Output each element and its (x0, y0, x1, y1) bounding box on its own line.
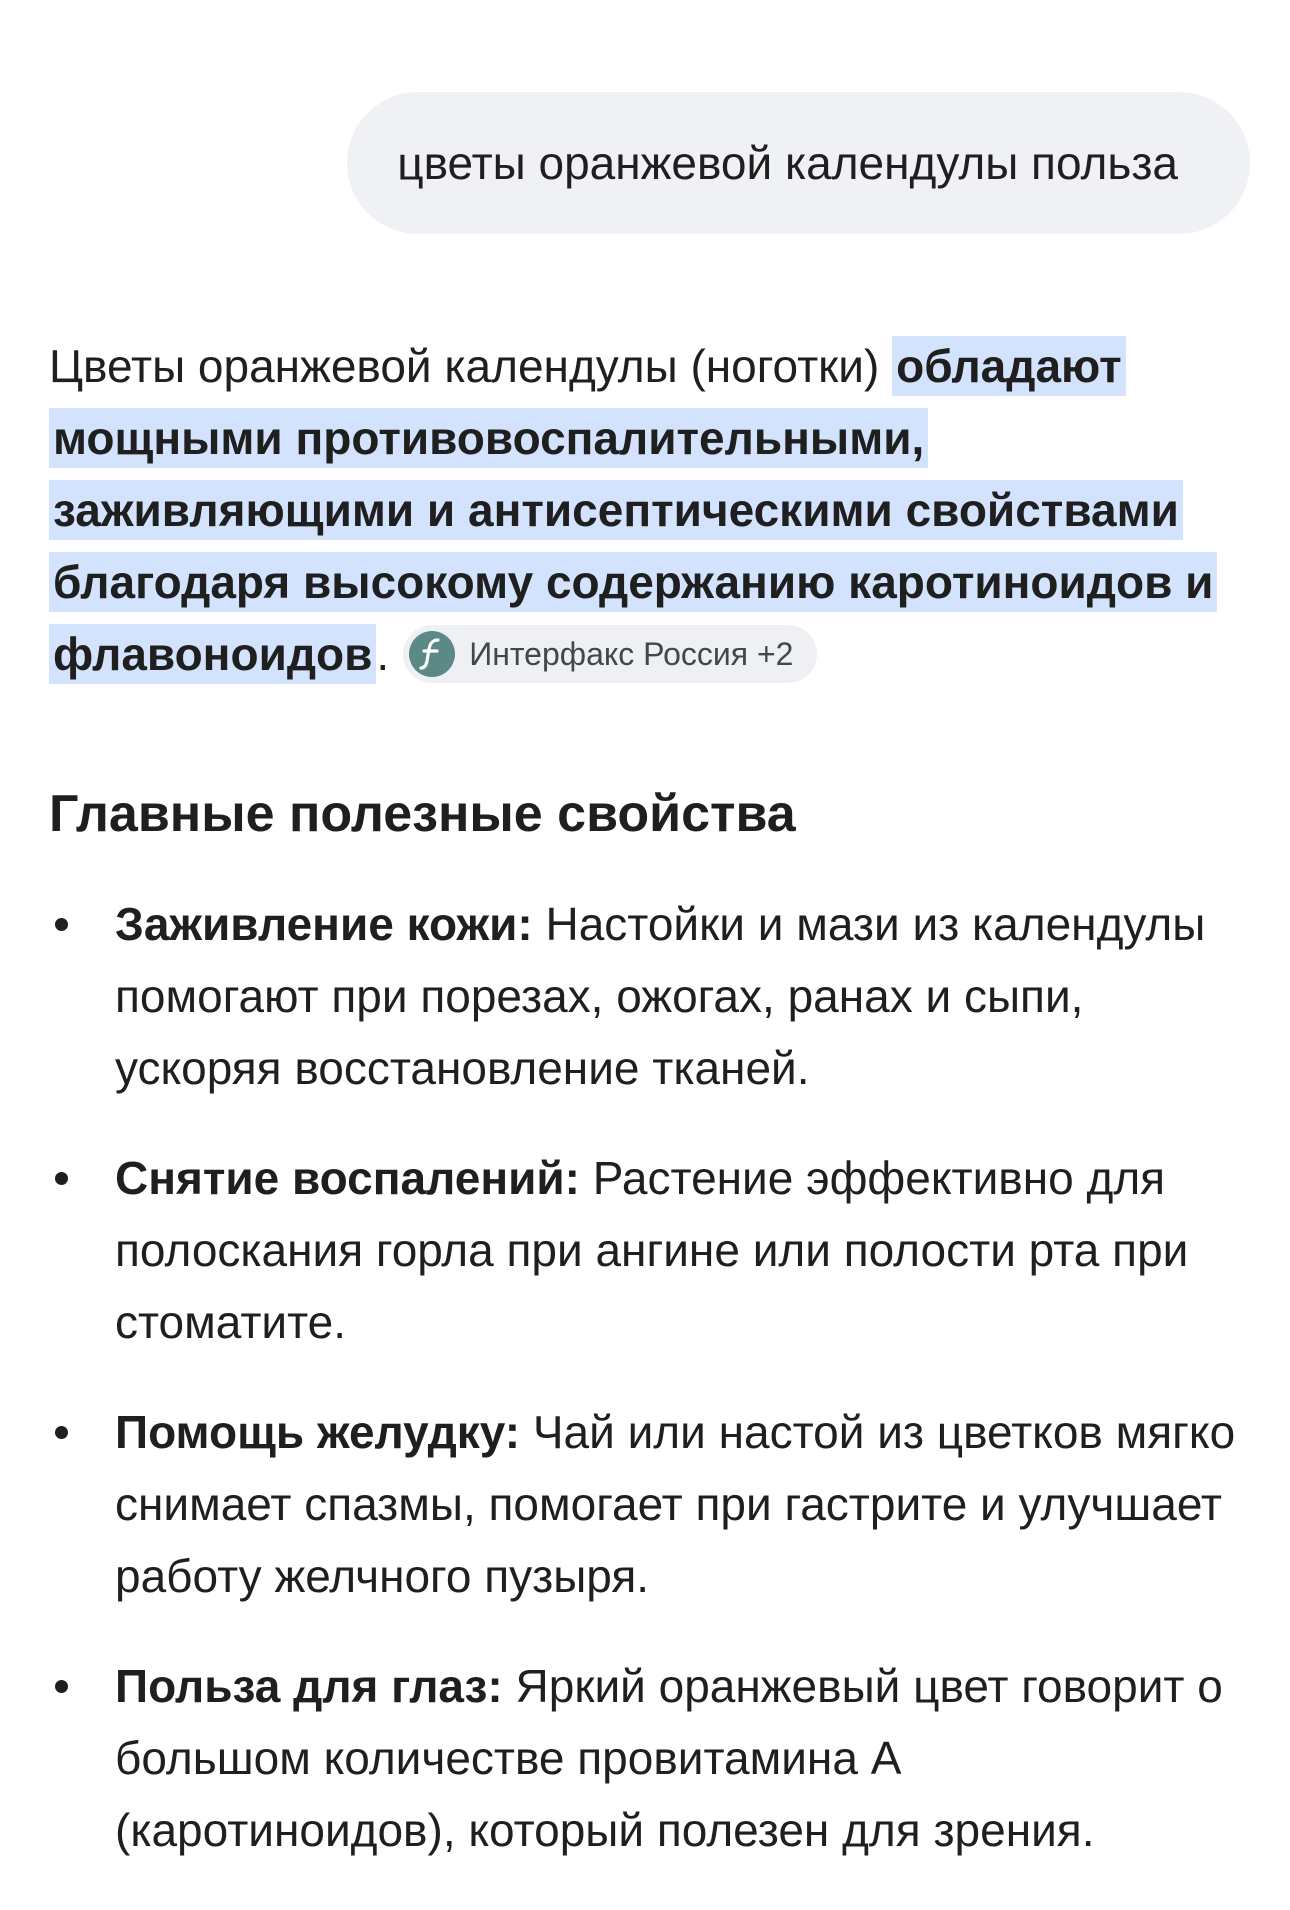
interfax-logo-icon (409, 631, 455, 677)
property-text: Настойки и мази из календулы помогают при порезах, ожогах, ранах и сыпи, ускоряя восстановление тканей. (115, 898, 1206, 1094)
bullet-icon (55, 1680, 68, 1693)
list-item (49, 1396, 1249, 1612)
user-query-text: цветы оранжевой календулы польза (397, 137, 1178, 189)
citation-chip[interactable] (403, 625, 817, 683)
intro-end-text: . (376, 628, 390, 680)
property-title: Заживление кожи: (115, 898, 533, 950)
property-title: Снятие воспалений: (115, 1152, 580, 1204)
section-heading: Главные полезные свойства (49, 785, 796, 843)
user-query-row (347, 92, 1250, 234)
intro-highlighted-text[interactable]: обладают мощными противовоспалительными, заживляющими и антисептическими свойствами благодаря высокому содержанию каротиноидов и флавоноидов (49, 336, 1217, 684)
bullet-icon (55, 1172, 68, 1185)
answer-intro (49, 330, 1249, 690)
property-text: Яркий оранжевый цвет говорит о большом количестве провитамина А (каротиноидов), который полезен для зрения. (115, 1660, 1223, 1856)
property-text: Чай или настой из цветков мягко снимает спазмы, помогает при гастрите и улучшает работу желчного пузыря. (115, 1406, 1236, 1602)
list-item (49, 1142, 1249, 1358)
properties-list (49, 888, 1249, 1866)
property-title: Польза для глаз: (115, 1660, 503, 1712)
citation-source: Интерфакс Россия +2 (469, 635, 794, 672)
user-query-bubble[interactable] (347, 92, 1250, 234)
property-text: Растение эффективно для полоскания горла при ангине или полости рта при стоматите. (115, 1152, 1189, 1348)
bullet-icon (55, 1426, 68, 1439)
property-title: Помощь желудку: (115, 1406, 521, 1458)
intro-plain-text: Цветы оранжевой календулы (ноготки) (49, 340, 893, 392)
list-item (49, 888, 1249, 1104)
bullet-icon (55, 918, 68, 931)
list-item (49, 1650, 1249, 1866)
ai-answer (49, 330, 1249, 1904)
